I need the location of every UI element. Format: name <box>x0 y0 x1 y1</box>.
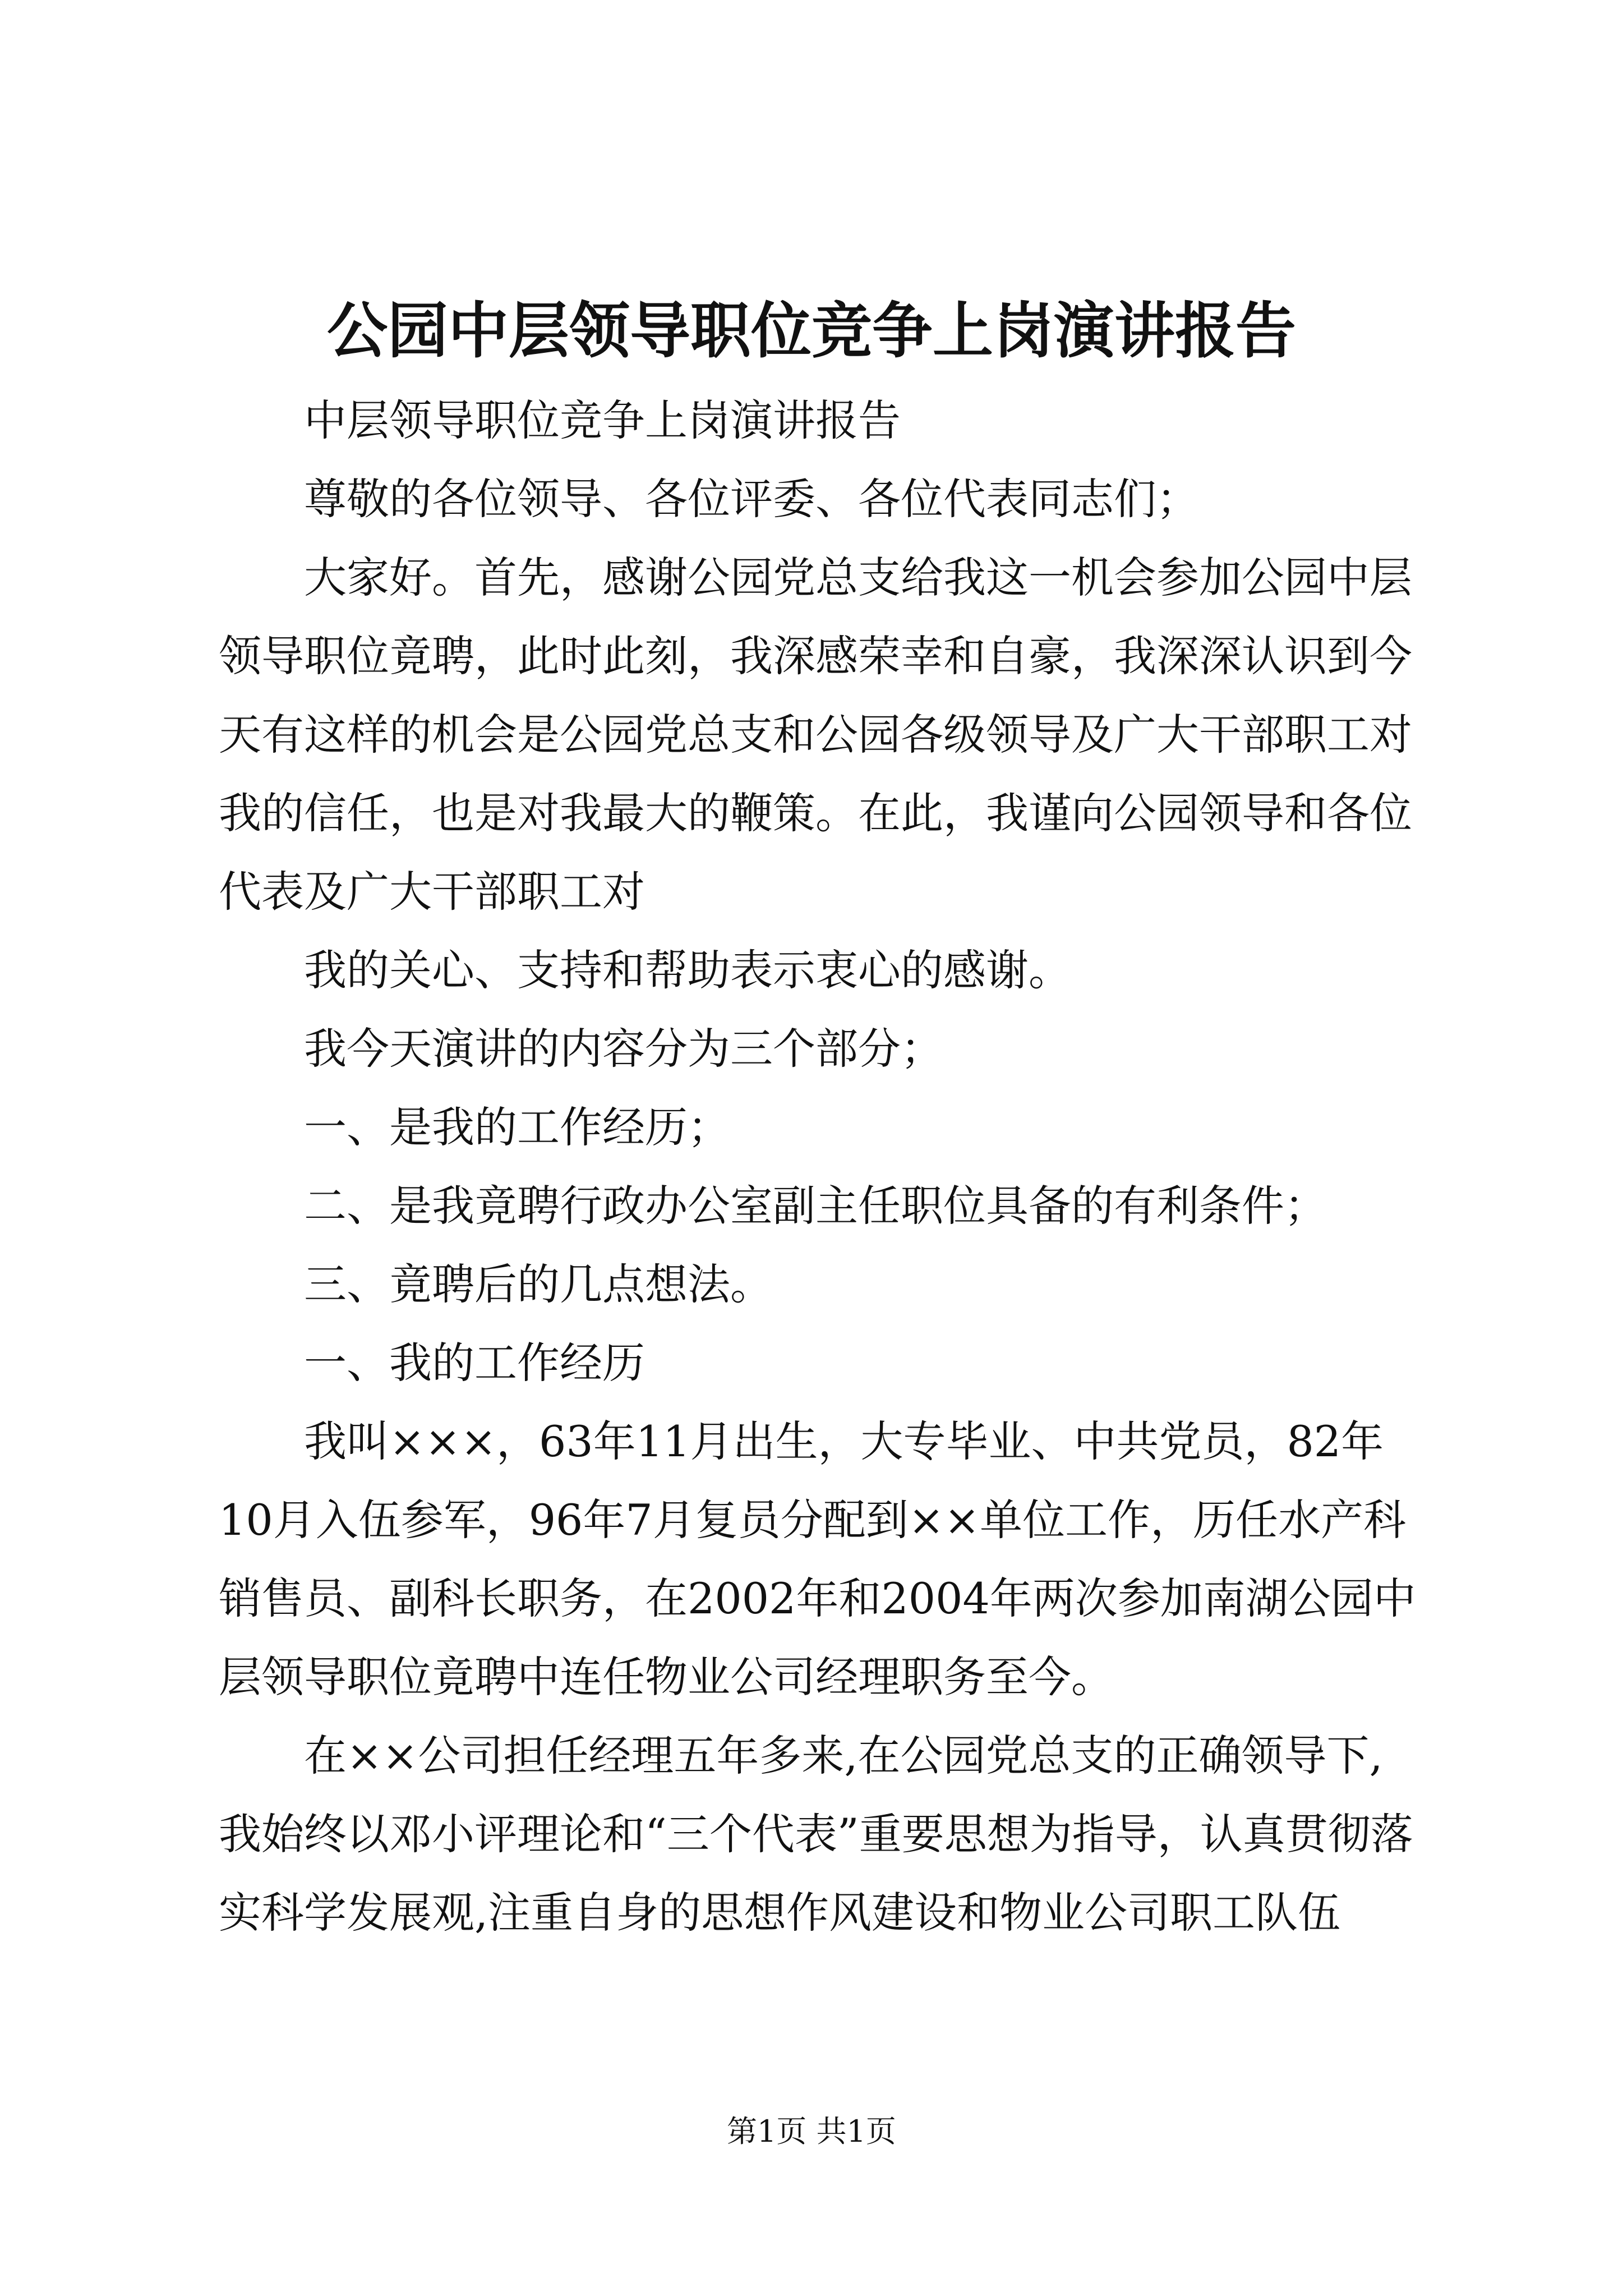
paragraph: 尊敬的各位领导、各位评委、各位代表同志们； <box>304 474 1199 524</box>
paragraph: 大家好。首先，感谢公园党总支给我这一机会参加公园中层领导职位竟聘，此时此刻，我深感荣幸和自豪，我深深认识到今天有这样的机会是公园党总支和公园各级领导及广大干部职工对我的信任，也是对我最大的鞭策。在此，我谨向公园领导和各位代表及广大干部职工对 <box>219 553 1412 917</box>
document-body <box>219 381 1424 1952</box>
paragraph: 中层领导职位竞争上岗演讲报告 <box>304 395 901 445</box>
paragraph: 我今天演讲的内容分为三个部分； <box>304 1024 943 1074</box>
document-title: 公园中层领导职位竞争上岗演讲报告 <box>326 296 1296 366</box>
paragraph: 三、竟聘后的几点想法。 <box>304 1259 773 1309</box>
page-footer: 第1页 共1页 <box>727 2114 896 2149</box>
paragraph: 二、是我竟聘行政办公室副主任职位具备的有利条件； <box>304 1181 1327 1231</box>
paragraph: 我的关心、支持和帮助表示衷心的感谢。 <box>304 945 1071 995</box>
paragraph: 在××公司担任经理五年多来,在公园党总支的正确领导下,我始终以邓小评理论和“三个代表”重要思想为指导，认真贯彻落实科学发展观,注重自身的思想作风建设和物业公司职工队伍 <box>219 1731 1413 1938</box>
paragraph: 一、我的工作经历 <box>304 1338 645 1388</box>
paragraph: 我叫×××，63年11月出生，大专毕业、中共党员，82年10月入伍参军，96年7月复员分配到××单位工作，历任水产科销售员、副科长职务，在2002年和2004年两次参加南湖公园中层领导职位竟聘中连任物业公司经理职务至今。 <box>219 1416 1416 1702</box>
paragraph: 一、是我的工作经历； <box>304 1102 730 1152</box>
